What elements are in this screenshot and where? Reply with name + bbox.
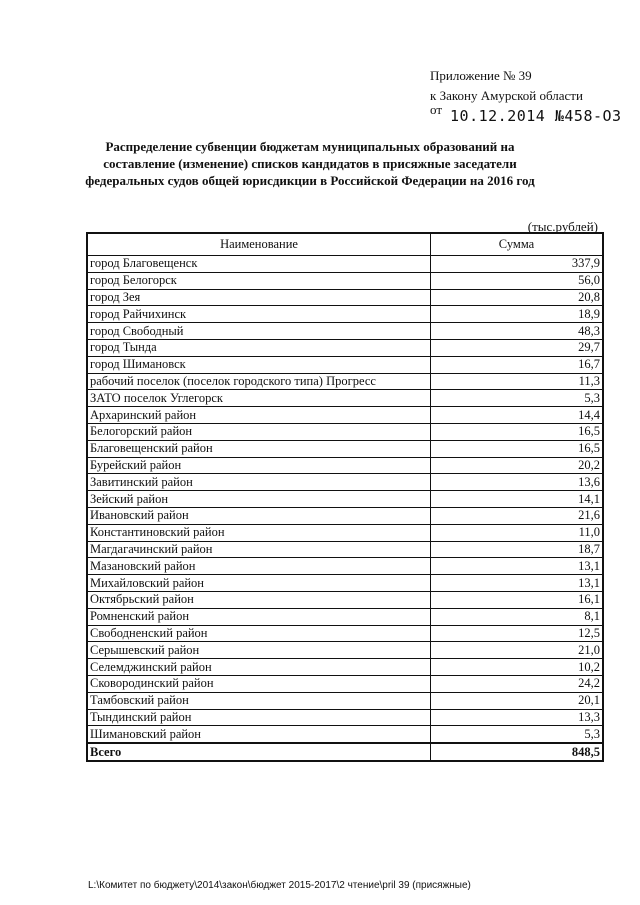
row-name: Архаринский район xyxy=(87,407,431,424)
table-row xyxy=(87,659,603,676)
table-row xyxy=(87,323,603,340)
row-sum: 29,7 xyxy=(431,339,604,356)
table-row xyxy=(87,575,603,592)
total-label: Всего xyxy=(87,743,431,761)
row-sum: 11,0 xyxy=(431,524,604,541)
row-name: город Зея xyxy=(87,289,431,306)
header-sum: Сумма xyxy=(431,233,604,256)
table-row xyxy=(87,709,603,726)
table-row xyxy=(87,390,603,407)
row-sum: 337,9 xyxy=(431,256,604,273)
table-row xyxy=(87,407,603,424)
file-path-footer: L:\Комитет по бюджету\2014\закон\бюджет 2015-2017\2 чтение\pril 39 (присяжные) xyxy=(88,880,471,891)
row-sum: 56,0 xyxy=(431,272,604,289)
table-row xyxy=(87,591,603,608)
row-sum: 21,6 xyxy=(431,507,604,524)
row-name: город Тында xyxy=(87,339,431,356)
row-name: город Шимановск xyxy=(87,356,431,373)
table-row xyxy=(87,474,603,491)
table-row xyxy=(87,423,603,440)
row-name: Константиновский район xyxy=(87,524,431,541)
row-sum: 16,5 xyxy=(431,423,604,440)
row-sum: 48,3 xyxy=(431,323,604,340)
table-row xyxy=(87,675,603,692)
row-name: Благовещенский район xyxy=(87,440,431,457)
row-sum: 13,1 xyxy=(431,558,604,575)
table-row xyxy=(87,306,603,323)
row-name: город Благовещенск xyxy=(87,256,431,273)
table-header-row xyxy=(87,233,603,256)
row-name: Серышевский район xyxy=(87,642,431,659)
row-name: Ивановский район xyxy=(87,507,431,524)
row-name: Шимановский район xyxy=(87,726,431,743)
appendix-number: Приложение № 39 xyxy=(430,68,532,83)
table-body xyxy=(87,256,603,744)
row-name: Селемджинский район xyxy=(87,659,431,676)
row-name: Ромненский район xyxy=(87,608,431,625)
row-name: ЗАТО поселок Углегорск xyxy=(87,390,431,407)
row-sum: 24,2 xyxy=(431,675,604,692)
subvention-table xyxy=(86,232,604,762)
units-label: (тыс.рублей) xyxy=(527,219,598,234)
row-name: Тындинский район xyxy=(87,709,431,726)
row-sum: 16,1 xyxy=(431,591,604,608)
table-row xyxy=(87,524,603,541)
row-sum: 5,3 xyxy=(431,726,604,743)
row-name: Тамбовский район xyxy=(87,692,431,709)
appendix-date: 10.12.2014 №458-ОЗ xyxy=(450,107,622,125)
appendix-law: к Закону Амурской области xyxy=(430,88,583,103)
row-sum: 11,3 xyxy=(431,373,604,390)
document-title: Распределение субвенции бюджетам муниципальных образований на составление (изменение) списков кандидатов в присяжные заседатели федеральных судов общей юрисдикции в Российской Федерации на 2016 год xyxy=(85,139,535,188)
appendix-from-label: от xyxy=(430,102,443,117)
row-sum: 14,1 xyxy=(431,491,604,508)
row-sum: 13,3 xyxy=(431,709,604,726)
table-row xyxy=(87,558,603,575)
table-row xyxy=(87,726,603,743)
appendix-header xyxy=(430,66,622,126)
row-name: Магдагачинский район xyxy=(87,541,431,558)
row-name: Октябрьский район xyxy=(87,591,431,608)
row-name: Завитинский район xyxy=(87,474,431,491)
row-name: город Белогорск xyxy=(87,272,431,289)
row-sum: 18,7 xyxy=(431,541,604,558)
row-sum: 20,2 xyxy=(431,457,604,474)
row-sum: 21,0 xyxy=(431,642,604,659)
row-sum: 16,5 xyxy=(431,440,604,457)
table-row xyxy=(87,491,603,508)
table-row xyxy=(87,692,603,709)
row-sum: 10,2 xyxy=(431,659,604,676)
row-name: Сковородинский район xyxy=(87,675,431,692)
row-name: город Свободный xyxy=(87,323,431,340)
row-name: Мазановский район xyxy=(87,558,431,575)
row-name: Белогорский район xyxy=(87,423,431,440)
table-row xyxy=(87,608,603,625)
row-name: Зейский район xyxy=(87,491,431,508)
row-sum: 13,6 xyxy=(431,474,604,491)
total-sum: 848,5 xyxy=(431,743,604,761)
row-name: Бурейский район xyxy=(87,457,431,474)
row-name: рабочий поселок (поселок городского типа) Прогресс xyxy=(87,373,431,390)
row-sum: 20,8 xyxy=(431,289,604,306)
row-sum: 12,5 xyxy=(431,625,604,642)
row-name: Свободненский район xyxy=(87,625,431,642)
table-row xyxy=(87,541,603,558)
table-row xyxy=(87,507,603,524)
table-row xyxy=(87,440,603,457)
row-sum: 20,1 xyxy=(431,692,604,709)
table-row xyxy=(87,339,603,356)
table-row xyxy=(87,373,603,390)
row-name: город Райчихинск xyxy=(87,306,431,323)
table-row xyxy=(87,457,603,474)
row-sum: 13,1 xyxy=(431,575,604,592)
table-row xyxy=(87,272,603,289)
table-total-row xyxy=(87,743,603,761)
row-sum: 8,1 xyxy=(431,608,604,625)
appendix-date-row xyxy=(430,102,622,126)
header-name: Наименование xyxy=(87,233,431,256)
row-name: Михайловский район xyxy=(87,575,431,592)
row-sum: 14,4 xyxy=(431,407,604,424)
table-row xyxy=(87,356,603,373)
table-row xyxy=(87,625,603,642)
row-sum: 16,7 xyxy=(431,356,604,373)
row-sum: 5,3 xyxy=(431,390,604,407)
table-row xyxy=(87,642,603,659)
table-row xyxy=(87,256,603,273)
row-sum: 18,9 xyxy=(431,306,604,323)
table-row xyxy=(87,289,603,306)
